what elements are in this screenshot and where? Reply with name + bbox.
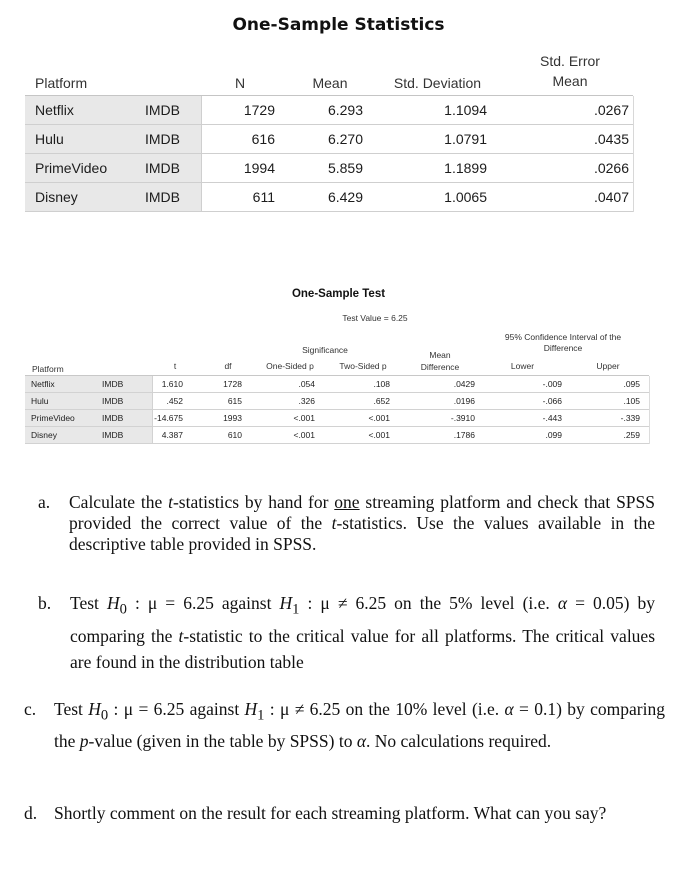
- stats-header-std-err-line1: Std. Error: [540, 53, 600, 69]
- stats-cell-platform: Hulu: [35, 131, 64, 147]
- stats-cell-se: .0267: [593, 102, 629, 118]
- test-table-right-border: [649, 376, 650, 444]
- test-cell-t: -14.675: [154, 413, 183, 423]
- test-header-upper: Upper: [596, 361, 620, 371]
- test-cell-df: 1728: [223, 379, 242, 389]
- question-d-label: d.: [24, 803, 38, 823]
- test-cell-mean-diff: .1786: [453, 430, 475, 440]
- test-cell-two-sided: .652: [373, 396, 390, 406]
- test-cell-platform: Hulu: [31, 396, 49, 406]
- stats-cell-mean: 6.429: [327, 189, 363, 205]
- stats-cell-sd: 1.1094: [444, 102, 487, 118]
- test-cell-two-sided: <.001: [368, 430, 390, 440]
- test-header-ci-line2: Difference: [543, 343, 583, 353]
- test-cell-source: IMDB: [102, 379, 124, 389]
- question-a-label: a.: [38, 492, 51, 512]
- stats-header-n: N: [234, 75, 246, 91]
- test-cell-t: 4.387: [161, 430, 183, 440]
- test-cell-mean-diff: -.3910: [450, 413, 475, 423]
- test-table-title: One-Sample Test: [291, 288, 386, 300]
- question-a: a. Calculate the t-statistics by hand for one streaming platform and check that SPSS provided the correct value of the t-statistics. Use the values available in the descriptive table provided in SPSS.: [38, 492, 656, 554]
- stats-cell-platform: Disney: [35, 189, 78, 205]
- test-cell-platform: Netflix: [31, 379, 55, 389]
- stats-header-mean: Mean: [312, 75, 348, 91]
- stats-header-platform: Platform: [35, 75, 88, 91]
- test-row: [25, 427, 649, 444]
- test-cell-lower: -.443: [542, 413, 562, 423]
- stats-cell-se: .0407: [593, 189, 629, 205]
- test-cell-upper: .095: [623, 379, 640, 389]
- test-row: [25, 410, 649, 427]
- stats-cell-n: 616: [251, 131, 275, 147]
- question-c: c. Test $H_0$ : μ = 6.25 against $H_1$ : μ ≠ 6.25 on the 10% level (i.e. α = 0.1) by comparing the p-value (given in the table by SPSS) to α. No calculations required.: [24, 699, 665, 751]
- stats-row: [25, 96, 633, 125]
- test-header-platform: Platform: [32, 364, 64, 374]
- stats-cell-source: IMDB: [145, 160, 180, 176]
- test-row: [25, 376, 649, 393]
- test-cell-platform: PrimeVideo: [31, 413, 75, 423]
- stats-table-right-border: [633, 96, 634, 212]
- test-cell-one-sided: .054: [298, 379, 315, 389]
- test-cell-lower: .099: [545, 430, 562, 440]
- test-header-t: t: [173, 361, 177, 371]
- stats-cell-platform: PrimeVideo: [35, 160, 108, 176]
- stats-cell-sd: 1.0065: [444, 189, 487, 205]
- question-b-label: b.: [38, 593, 52, 613]
- stats-cell-sd: 1.1899: [444, 160, 487, 176]
- stats-cell-se: .0435: [593, 131, 629, 147]
- question-c-label: c.: [24, 699, 37, 719]
- stats-row: [25, 125, 633, 154]
- stats-row: [25, 183, 633, 212]
- stats-cell-source: IMDB: [145, 189, 180, 205]
- test-cell-df: 1993: [223, 413, 242, 423]
- stats-cell-mean: 6.293: [327, 102, 363, 118]
- test-row: [25, 393, 649, 410]
- stats-cell-platform: Netflix: [35, 102, 74, 118]
- stats-header-std-err-line2: Mean: [552, 73, 588, 89]
- test-cell-upper: .259: [623, 430, 640, 440]
- test-cell-two-sided: .108: [373, 379, 390, 389]
- test-cell-df: 615: [227, 396, 242, 406]
- test-cell-mean-diff: .0196: [453, 396, 475, 406]
- stats-cell-source: IMDB: [145, 102, 180, 118]
- stats-cell-mean: 6.270: [327, 131, 363, 147]
- stats-row: [25, 154, 633, 183]
- question-d: d. Shortly comment on the result for each streaming platform. What can you say?: [24, 803, 607, 823]
- test-cell-platform: Disney: [31, 430, 57, 440]
- test-header-significance: Significance: [302, 345, 348, 355]
- stats-cell-n: 611: [252, 189, 275, 205]
- test-cell-source: IMDB: [102, 396, 124, 406]
- test-header-one-sided: One-Sided p: [266, 361, 314, 371]
- test-cell-t: 1.610: [161, 379, 183, 389]
- test-cell-one-sided: <.001: [293, 430, 315, 440]
- question-b: b. Test $H_0$ : μ = 6.25 against $H_1$ : μ ≠ 6.25 on the 5% level (i.e. α = 0.05) by comparing the t-statistic to the critical value for all platforms. The critical values are found in the distribution table: [38, 590, 655, 675]
- test-cell-upper: .105: [623, 396, 640, 406]
- test-header-mean-diff-line2: Difference: [420, 362, 460, 372]
- test-cell-mean-diff: .0429: [453, 379, 475, 389]
- test-header-lower: Lower: [510, 361, 535, 371]
- test-cell-lower: -.009: [542, 379, 562, 389]
- test-cell-upper: -.339: [620, 413, 640, 423]
- stats-table-title: One-Sample Statistics: [232, 15, 445, 35]
- stats-cell-n: 1994: [243, 160, 275, 176]
- stats-cell-n: 1729: [243, 102, 275, 118]
- test-header-mean-diff-line1: Mean: [429, 350, 451, 360]
- stats-cell-se: .0266: [593, 160, 629, 176]
- stats-cell-mean: 5.859: [327, 160, 363, 176]
- test-cell-source: IMDB: [102, 413, 124, 423]
- test-value-label: Test Value = 6.25: [342, 313, 408, 323]
- test-cell-source: IMDB: [102, 430, 124, 440]
- test-header-two-sided: Two-Sided p: [339, 361, 387, 371]
- stats-header-std-dev: Std. Deviation: [393, 75, 482, 91]
- test-cell-one-sided: .326: [298, 396, 315, 406]
- stats-cell-sd: 1.0791: [444, 131, 487, 147]
- test-cell-lower: -.066: [542, 396, 562, 406]
- test-cell-one-sided: <.001: [293, 413, 315, 423]
- stats-cell-source: IMDB: [145, 131, 180, 147]
- test-cell-two-sided: <.001: [368, 413, 390, 423]
- test-cell-t: .452: [166, 396, 183, 406]
- test-cell-df: 610: [227, 430, 242, 440]
- test-header-ci-line1: 95% Confidence Interval of the: [504, 332, 622, 342]
- test-header-df: df: [224, 361, 232, 371]
